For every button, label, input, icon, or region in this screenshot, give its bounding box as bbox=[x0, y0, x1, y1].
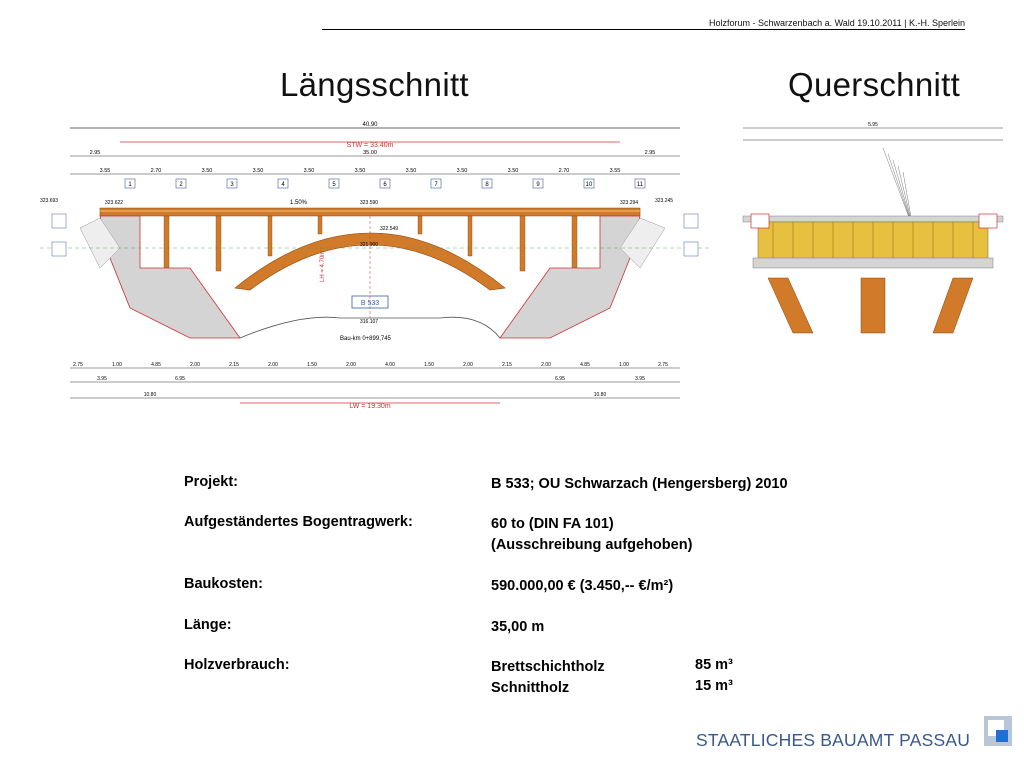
bottom-dim: 4.85 bbox=[151, 362, 161, 368]
elev-crown: 321.900 bbox=[360, 242, 379, 248]
pier-number: 3 bbox=[230, 182, 234, 188]
bottom-dim: 2.75 bbox=[73, 362, 83, 368]
value-schnittholz: Schnittholz bbox=[491, 680, 570, 696]
pier-number: 10 bbox=[585, 182, 593, 188]
bottom-dimensions bbox=[73, 362, 668, 368]
header-rule bbox=[322, 29, 965, 30]
bottom-dim: 2.15 bbox=[502, 362, 512, 368]
dim-lower-right2: 3.95 bbox=[635, 376, 645, 382]
lh-label: LH = 4.70m bbox=[320, 250, 326, 282]
label-laenge: Länge: bbox=[184, 617, 232, 633]
bottom-dim: 2.00 bbox=[268, 362, 278, 368]
label-baukosten: Baukosten: bbox=[184, 576, 263, 592]
pier-number: 6 bbox=[383, 182, 387, 188]
title-querschnitt: Querschnitt bbox=[788, 66, 961, 103]
dim-lower-right: 6.95 bbox=[555, 376, 565, 382]
span-dim: 3.50 bbox=[456, 168, 468, 174]
road-label: B 533 bbox=[360, 300, 380, 307]
elev-left-outer: 323.693 bbox=[40, 198, 59, 204]
pier-number: 7 bbox=[434, 182, 438, 188]
span-dim: 2.70 bbox=[558, 168, 570, 174]
bottom-dim: 1.50 bbox=[307, 362, 317, 368]
value-projekt: B 533; OU Schwarzach (Hengersberg) 2010 bbox=[491, 476, 788, 492]
label-bogentragwerk: Aufgeständertes Bogentragwerk: bbox=[184, 514, 413, 530]
span-dim: 3.50 bbox=[201, 168, 213, 174]
dim-lower-left: 3.95 bbox=[97, 376, 107, 382]
dim-second-right: 2.95 bbox=[644, 150, 656, 156]
elev-mid: 323.590 bbox=[360, 200, 379, 206]
lw-label: LW = 19.30m bbox=[349, 403, 391, 410]
pier-number: 1 bbox=[128, 182, 132, 188]
pier-number: 8 bbox=[485, 182, 489, 188]
longitudinal-section-drawing bbox=[40, 118, 712, 418]
road-elev: 316.107 bbox=[360, 319, 379, 325]
stw-label: STW = 33.40m bbox=[346, 142, 394, 149]
cross-section-drawing bbox=[713, 118, 1009, 338]
bottom-dim: 4.00 bbox=[385, 362, 395, 368]
bottom-dim: 1.00 bbox=[112, 362, 122, 368]
dim-second-left: 2.95 bbox=[89, 150, 101, 156]
qty-schnittholz: 15 m³ bbox=[695, 678, 733, 694]
qty-brettschichtholz: 85 m³ bbox=[695, 657, 733, 673]
elev-arch: 322.549 bbox=[380, 226, 399, 232]
bottom-dim: 2.15 bbox=[229, 362, 239, 368]
header-text: Holzforum - Schwarzenbach a. Wald 19.10.2011 | K.-H. Sperlein bbox=[709, 18, 965, 28]
label-projekt: Projekt: bbox=[184, 474, 238, 490]
authority-logo bbox=[984, 716, 1012, 746]
bottom-dim: 2.00 bbox=[541, 362, 551, 368]
span-dim: 3.55 bbox=[609, 168, 621, 174]
elev-left: 323.622 bbox=[105, 200, 124, 206]
span-dim: 3.50 bbox=[252, 168, 264, 174]
pier-number: 2 bbox=[179, 182, 183, 188]
value-baukosten: 590.000,00 € (3.450,-- €/m²) bbox=[491, 578, 674, 594]
bottom-dim: 1.00 bbox=[619, 362, 629, 368]
cross-dim-top: 5.95 bbox=[868, 122, 878, 128]
value-brettschichtholz: Brettschichtholz bbox=[491, 659, 605, 675]
bottom-dim: 4.85 bbox=[580, 362, 590, 368]
title-laengsschnitt: Längsschnitt bbox=[280, 66, 469, 103]
dim-lower-total-left: 10.80 bbox=[143, 392, 157, 398]
pier-number: 11 bbox=[636, 182, 644, 188]
dim-top: 40.90 bbox=[362, 122, 378, 128]
baukm-label: Bau-km 0+899,745 bbox=[340, 336, 391, 342]
bottom-dim: 1.50 bbox=[424, 362, 434, 368]
span-dim: 3.50 bbox=[303, 168, 315, 174]
bottom-dim: 2.00 bbox=[346, 362, 356, 368]
dim-lower-left2: 6.95 bbox=[175, 376, 185, 382]
bottom-dim: 2.00 bbox=[463, 362, 473, 368]
dim-second-mid: 35.00 bbox=[363, 150, 377, 156]
pier-numbers bbox=[125, 179, 645, 188]
value-laenge: 35,00 m bbox=[491, 619, 545, 635]
span-dim: 3.55 bbox=[99, 168, 111, 174]
span-dim: 3.50 bbox=[405, 168, 417, 174]
span-dim: 3.50 bbox=[507, 168, 519, 174]
slope-label: 1.50% bbox=[290, 200, 308, 206]
bottom-dim: 2.00 bbox=[190, 362, 200, 368]
dim-lower-total-right: 10.80 bbox=[593, 392, 607, 398]
footer-authority: STAATLICHES BAUAMT PASSAU bbox=[696, 730, 971, 750]
value-bogentragwerk-note: (Ausschreibung aufgehoben) bbox=[491, 537, 693, 553]
elev-right: 323.294 bbox=[620, 200, 639, 206]
span-dim: 3.50 bbox=[354, 168, 366, 174]
bottom-dim: 2.75 bbox=[658, 362, 668, 368]
value-bogentragwerk: 60 to (DIN FA 101) bbox=[491, 516, 614, 532]
pier-number: 9 bbox=[536, 182, 540, 188]
span-dimensions bbox=[100, 168, 621, 174]
span-dim: 2.70 bbox=[150, 168, 162, 174]
label-holzverbrauch: Holzverbrauch: bbox=[184, 657, 290, 673]
pier-number: 5 bbox=[332, 182, 336, 188]
pier-number: 4 bbox=[281, 182, 285, 188]
elev-right-outer: 323.245 bbox=[655, 198, 674, 204]
